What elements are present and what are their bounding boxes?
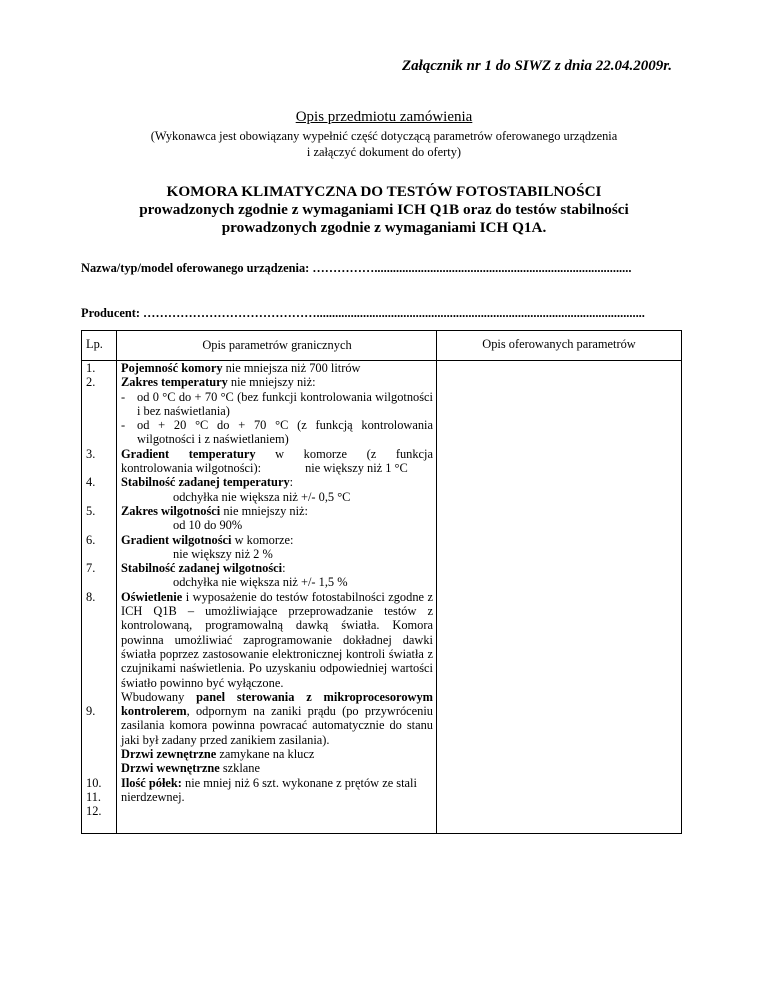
document-note xyxy=(0,128,768,160)
column-header-offer: Opis oferowanych parametrów xyxy=(437,331,682,361)
spec-10-bold: Drzwi zewnętrzne xyxy=(121,747,217,762)
spec-4-detail: odchyłka nie większa niż +/- 0,5 °C xyxy=(173,489,351,504)
lp-5: 5. xyxy=(86,503,96,518)
spec-item-10 xyxy=(121,747,433,761)
spec-item-3 xyxy=(121,447,433,476)
lp-column xyxy=(82,361,117,834)
attachment-label: Załącznik nr 1 do SIWZ z dnia 22.04.2009r. xyxy=(401,58,672,74)
document-title: Opis przedmiotu zamówienia xyxy=(295,109,473,125)
lp-8: 8. xyxy=(86,589,96,604)
table-header-row xyxy=(82,331,682,361)
producer-field[interactable]: Producent: …………………………………….......................................................................................................... xyxy=(81,306,645,320)
spec-3-text-3: nie większy niż 1 °C xyxy=(305,461,408,476)
spec-12-bold: Ilość półek: xyxy=(121,775,182,790)
spec-7-bold: Stabilność zadanej wilgotności xyxy=(121,561,283,576)
spec-2-bold: Zakres temperatury xyxy=(121,375,228,390)
lp-2: 2. xyxy=(86,375,96,390)
spec-8-text: i wyposażenie do testów fotostabilności zgodne z ICH Q1B – umożliwiające przeprowadzanie testów z kontrolowaną, programowalną dawką światła. Komora powinna umożliwiać zaprogramowanie dokładnej dawki światła poprzez zastosowanie elektronicznej kontroli światła z czujnikami naświetlenia. Po uzyskaniu odpowiedniej wartości światło powinno być wyłączone. xyxy=(121,589,433,690)
spec-item-8 xyxy=(121,590,433,690)
spec-item-4 xyxy=(121,475,433,504)
spec-9-text-2: , odpornym na zaniki prądu (po przywróceniu zasilania komora powinna powracać automatycznie do stanu jaki był zadany przed zanikiem zasilania). xyxy=(121,704,433,747)
main-heading-line-3: prowadzonych zgodnie z wymaganiami ICH Q1A. xyxy=(221,219,547,236)
spec-7-text: : xyxy=(282,561,286,576)
spec-item-5 xyxy=(121,504,433,533)
spec-10-text: zamykane na klucz xyxy=(216,747,315,762)
spec-4-bold: Stabilność zadanej temperatury xyxy=(121,475,290,490)
lp-10: 10. xyxy=(86,775,102,790)
device-name-field[interactable]: Nazwa/typ/model oferowanego urządzenia: ……………................................................................................... xyxy=(81,261,632,275)
spec-11-bold: Drzwi wewnętrzne xyxy=(121,761,220,776)
spec-9-bold: panel sterowania z mikroprocesorowym kontrolerem xyxy=(121,689,433,719)
spec-7-detail: odchyłka nie większa niż +/- 1,5 % xyxy=(173,575,348,590)
spec-6-bold: Gradient wilgotności xyxy=(121,532,232,547)
spec-item-7 xyxy=(121,561,433,590)
lp-4: 4. xyxy=(86,475,96,490)
lp-3: 3. xyxy=(86,446,96,461)
offer-column[interactable] xyxy=(437,361,682,834)
lp-9: 9. xyxy=(86,704,96,719)
specification-table xyxy=(81,330,682,834)
spec-11-text: szklane xyxy=(219,761,261,776)
document-note-line-2: i załączyć dokument do oferty) xyxy=(306,145,462,159)
lp-1: 1. xyxy=(86,361,96,375)
spec-3-text-1: w komorze (z funkcja xyxy=(255,446,433,461)
spec-item-1 xyxy=(121,361,433,375)
column-header-lp: Lp. xyxy=(82,331,117,361)
spec-5-detail: od 10 do 90% xyxy=(173,518,243,533)
spec-item-11 xyxy=(121,761,433,775)
spec-1-bold: Pojemność komory xyxy=(121,361,223,375)
lp-6: 6. xyxy=(86,532,96,547)
spec-1-text: nie mniejsza niż 700 litrów xyxy=(222,361,361,375)
lp-12: 12. xyxy=(86,804,102,819)
spec-2-option-2: - od + 20 °C do + 70 °C (z funkcją kontrolowania wilgotności i z naświetlaniem) xyxy=(121,418,433,447)
spec-5-bold: Zakres wilgotności xyxy=(121,503,221,518)
spec-3-text-2: kontrolowania wilgotności): xyxy=(121,461,262,476)
column-header-description: Opis parametrów granicznych xyxy=(117,331,437,361)
spec-6-text: w komorze: xyxy=(231,532,294,547)
lp-11: 11. xyxy=(86,789,102,804)
spec-4-text: : xyxy=(289,475,294,490)
spec-5-text: nie mniejszy niż: xyxy=(220,503,308,518)
spec-9-text-1: Wbudowany xyxy=(121,689,197,704)
spec-item-6 xyxy=(121,533,433,562)
spec-2-text: nie mniejszy niż: xyxy=(227,375,316,390)
lp-7: 7. xyxy=(86,561,96,576)
main-heading-line-2: prowadzonych zgodnie z wymaganiami ICH Q1B oraz do testów stabilności xyxy=(139,201,629,218)
table-body-row xyxy=(82,361,682,834)
description-column xyxy=(117,361,437,834)
spec-3-bold: Gradient temperatury xyxy=(121,446,256,461)
spec-item-2 xyxy=(121,375,433,446)
spec-item-12 xyxy=(121,776,433,805)
spec-6-detail: nie większy niż 2 % xyxy=(173,546,273,561)
spec-12-text: nie mniej niż 6 szt. wykonane z prętów ze stali nierdzewnej. xyxy=(121,775,417,804)
main-heading xyxy=(0,183,768,237)
spec-2-option-1: - od 0 °C do + 70 °C (bez funkcji kontrolowania wilgotności i bez naświetlania) xyxy=(121,390,433,419)
main-heading-line-1: KOMORA KLIMATYCZNA DO TESTÓW FOTOSTABILNOŚCI xyxy=(166,183,602,200)
document-note-line-1: (Wykonawca jest obowiązany wypełnić część dotyczącą parametrów oferowanego urządzenia xyxy=(150,129,618,143)
spec-8-bold: Oświetlenie xyxy=(121,589,183,604)
spec-item-9 xyxy=(121,690,433,747)
